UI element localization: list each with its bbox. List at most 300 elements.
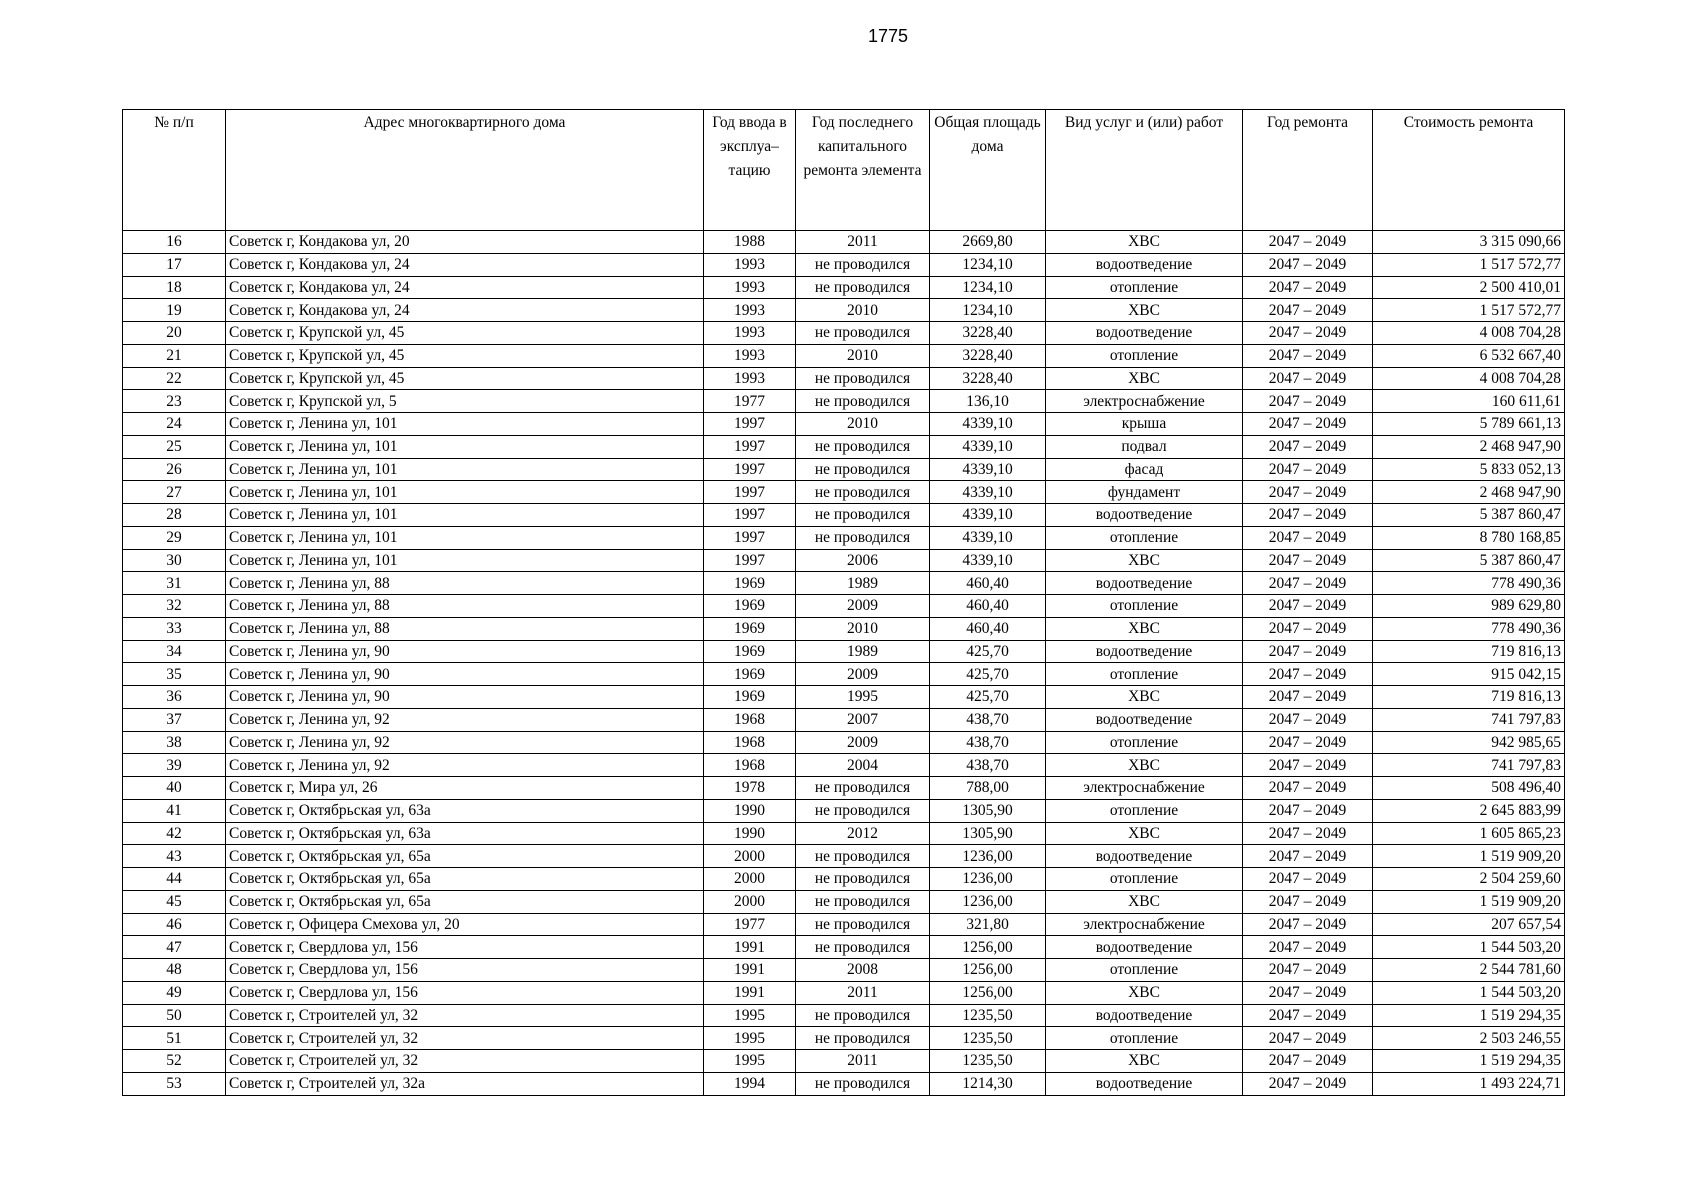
service-type-cell: водоотведение <box>1046 1072 1243 1095</box>
service-type-cell: электроснабжение <box>1046 777 1243 800</box>
repair-cost-cell: 5 387 860,47 <box>1373 504 1565 527</box>
year-commissioned-cell: 2000 <box>704 845 796 868</box>
repair-cost-cell: 4 008 704,28 <box>1373 322 1565 345</box>
total-area-cell: 4339,10 <box>930 413 1046 436</box>
address-cell: Советск г, Ленина ул, 101 <box>226 526 704 549</box>
row-number-cell: 50 <box>123 1004 226 1027</box>
service-type-cell: крыша <box>1046 413 1243 436</box>
last-repair-year-cell: 2004 <box>796 754 930 777</box>
row-number-cell: 30 <box>123 549 226 572</box>
last-repair-year-cell: 2011 <box>796 1050 930 1073</box>
total-area-cell: 4339,10 <box>930 481 1046 504</box>
last-repair-year-cell: 2009 <box>796 595 930 618</box>
last-repair-year-cell: не проводился <box>796 253 930 276</box>
total-area-cell: 1236,00 <box>930 868 1046 891</box>
total-area-cell: 3228,40 <box>930 344 1046 367</box>
table-row <box>123 868 1565 891</box>
table-row <box>123 572 1565 595</box>
last-repair-year-cell: 2012 <box>796 822 930 845</box>
repair-year-cell: 2047 – 2049 <box>1243 549 1373 572</box>
year-commissioned-cell: 1969 <box>704 686 796 709</box>
repair-year-cell: 2047 – 2049 <box>1243 458 1373 481</box>
repair-cost-cell: 942 985,65 <box>1373 731 1565 754</box>
address-cell: Советск г, Октябрьская ул, 65а <box>226 845 704 868</box>
table-row <box>123 640 1565 663</box>
table-row <box>123 913 1565 936</box>
row-number-cell: 45 <box>123 890 226 913</box>
service-type-cell: ХВС <box>1046 299 1243 322</box>
address-cell: Советск г, Ленина ул, 90 <box>226 640 704 663</box>
repair-cost-cell: 2 468 947,90 <box>1373 435 1565 458</box>
row-number-cell: 29 <box>123 526 226 549</box>
year-commissioned-cell: 1995 <box>704 1004 796 1027</box>
address-cell: Советск г, Строителей ул, 32а <box>226 1072 704 1095</box>
address-cell: Советск г, Ленина ул, 101 <box>226 458 704 481</box>
address-cell: Советск г, Ленина ул, 101 <box>226 504 704 527</box>
repair-cost-cell: 915 042,15 <box>1373 663 1565 686</box>
row-number-cell: 42 <box>123 822 226 845</box>
row-number-cell: 53 <box>123 1072 226 1095</box>
repair-year-cell: 2047 – 2049 <box>1243 276 1373 299</box>
repair-year-cell: 2047 – 2049 <box>1243 1004 1373 1027</box>
table-row <box>123 845 1565 868</box>
service-type-cell: отопление <box>1046 526 1243 549</box>
table-row <box>123 458 1565 481</box>
service-type-cell: отопление <box>1046 868 1243 891</box>
row-number-cell: 37 <box>123 708 226 731</box>
last-repair-year-cell: 2007 <box>796 708 930 731</box>
table-row <box>123 1027 1565 1050</box>
address-cell: Советск г, Мира ул, 26 <box>226 777 704 800</box>
repair-year-cell: 2047 – 2049 <box>1243 299 1373 322</box>
total-area-cell: 4339,10 <box>930 435 1046 458</box>
repair-cost-cell: 741 797,83 <box>1373 708 1565 731</box>
repair-cost-cell: 1 519 294,35 <box>1373 1050 1565 1073</box>
repair-year-cell: 2047 – 2049 <box>1243 663 1373 686</box>
repair-year-cell: 2047 – 2049 <box>1243 595 1373 618</box>
last-repair-year-cell: 2010 <box>796 344 930 367</box>
repair-year-cell: 2047 – 2049 <box>1243 845 1373 868</box>
total-area-cell: 1305,90 <box>930 799 1046 822</box>
repair-year-cell: 2047 – 2049 <box>1243 231 1373 254</box>
address-cell: Советск г, Ленина ул, 90 <box>226 663 704 686</box>
year-commissioned-cell: 2000 <box>704 890 796 913</box>
address-cell: Советск г, Октябрьская ул, 65а <box>226 890 704 913</box>
year-commissioned-cell: 1993 <box>704 299 796 322</box>
row-number-cell: 24 <box>123 413 226 436</box>
last-repair-year-cell: не проводился <box>796 913 930 936</box>
address-cell: Советск г, Крупской ул, 5 <box>226 390 704 413</box>
repair-cost-cell: 6 532 667,40 <box>1373 344 1565 367</box>
row-number-cell: 51 <box>123 1027 226 1050</box>
repair-year-cell: 2047 – 2049 <box>1243 913 1373 936</box>
total-area-cell: 1256,00 <box>930 981 1046 1004</box>
repair-cost-cell: 1 544 503,20 <box>1373 981 1565 1004</box>
last-repair-year-cell: не проводился <box>796 1004 930 1027</box>
address-cell: Советск г, Ленина ул, 88 <box>226 572 704 595</box>
repair-year-cell: 2047 – 2049 <box>1243 344 1373 367</box>
service-type-cell: отопление <box>1046 731 1243 754</box>
repair-year-cell: 2047 – 2049 <box>1243 981 1373 1004</box>
row-number-cell: 47 <box>123 936 226 959</box>
total-area-cell: 1234,10 <box>930 299 1046 322</box>
total-area-cell: 4339,10 <box>930 458 1046 481</box>
row-number-cell: 34 <box>123 640 226 663</box>
repair-year-cell: 2047 – 2049 <box>1243 435 1373 458</box>
table-row <box>123 344 1565 367</box>
service-type-cell: водоотведение <box>1046 1004 1243 1027</box>
table-row <box>123 231 1565 254</box>
header-total-area: Общая площадь дома <box>930 110 1046 231</box>
year-commissioned-cell: 1968 <box>704 708 796 731</box>
row-number-cell: 44 <box>123 868 226 891</box>
year-commissioned-cell: 1968 <box>704 754 796 777</box>
row-number-cell: 16 <box>123 231 226 254</box>
year-commissioned-cell: 1993 <box>704 253 796 276</box>
header-repair-cost: Стоимость ремонта <box>1373 110 1565 231</box>
total-area-cell: 425,70 <box>930 686 1046 709</box>
header-repair-year: Год ремонта <box>1243 110 1373 231</box>
total-area-cell: 1235,50 <box>930 1004 1046 1027</box>
year-commissioned-cell: 1995 <box>704 1050 796 1073</box>
year-commissioned-cell: 1991 <box>704 936 796 959</box>
table-row <box>123 754 1565 777</box>
repair-cost-cell: 3 315 090,66 <box>1373 231 1565 254</box>
last-repair-year-cell: 2011 <box>796 981 930 1004</box>
header-number: № п/п <box>123 110 226 231</box>
year-commissioned-cell: 1993 <box>704 367 796 390</box>
table-row <box>123 390 1565 413</box>
repair-year-cell: 2047 – 2049 <box>1243 959 1373 982</box>
repair-year-cell: 2047 – 2049 <box>1243 322 1373 345</box>
repair-cost-cell: 207 657,54 <box>1373 913 1565 936</box>
service-type-cell: электроснабжение <box>1046 390 1243 413</box>
repair-cost-cell: 1 517 572,77 <box>1373 299 1565 322</box>
repair-year-cell: 2047 – 2049 <box>1243 890 1373 913</box>
total-area-cell: 425,70 <box>930 640 1046 663</box>
total-area-cell: 1236,00 <box>930 845 1046 868</box>
address-cell: Советск г, Строителей ул, 32 <box>226 1050 704 1073</box>
header-year-commissioned: Год ввода в эксплуа–тацию <box>704 110 796 231</box>
repair-year-cell: 2047 – 2049 <box>1243 1027 1373 1050</box>
address-cell: Советск г, Строителей ул, 32 <box>226 1004 704 1027</box>
service-type-cell: электроснабжение <box>1046 913 1243 936</box>
row-number-cell: 43 <box>123 845 226 868</box>
repair-year-cell: 2047 – 2049 <box>1243 686 1373 709</box>
table-row <box>123 1072 1565 1095</box>
address-cell: Советск г, Офицера Смехова ул, 20 <box>226 913 704 936</box>
total-area-cell: 1235,50 <box>930 1050 1046 1073</box>
repair-cost-cell: 4 008 704,28 <box>1373 367 1565 390</box>
last-repair-year-cell: не проводился <box>796 481 930 504</box>
total-area-cell: 3228,40 <box>930 367 1046 390</box>
last-repair-year-cell: 2009 <box>796 663 930 686</box>
address-cell: Советск г, Ленина ул, 101 <box>226 549 704 572</box>
year-commissioned-cell: 1969 <box>704 617 796 640</box>
table-row <box>123 299 1565 322</box>
table-row <box>123 777 1565 800</box>
service-type-cell: ХВС <box>1046 1050 1243 1073</box>
last-repair-year-cell: не проводился <box>796 435 930 458</box>
total-area-cell: 460,40 <box>930 572 1046 595</box>
table-row <box>123 686 1565 709</box>
repair-cost-cell: 2 468 947,90 <box>1373 481 1565 504</box>
repair-cost-cell: 778 490,36 <box>1373 572 1565 595</box>
service-type-cell: ХВС <box>1046 686 1243 709</box>
repair-cost-cell: 2 500 410,01 <box>1373 276 1565 299</box>
year-commissioned-cell: 1997 <box>704 481 796 504</box>
last-repair-year-cell: не проводился <box>796 504 930 527</box>
service-type-cell: подвал <box>1046 435 1243 458</box>
last-repair-year-cell: не проводился <box>796 390 930 413</box>
year-commissioned-cell: 1991 <box>704 959 796 982</box>
address-cell: Советск г, Кондакова ул, 24 <box>226 253 704 276</box>
row-number-cell: 52 <box>123 1050 226 1073</box>
last-repair-year-cell: не проводился <box>796 777 930 800</box>
table-row <box>123 936 1565 959</box>
repair-cost-cell: 8 780 168,85 <box>1373 526 1565 549</box>
repair-year-cell: 2047 – 2049 <box>1243 413 1373 436</box>
total-area-cell: 1234,10 <box>930 253 1046 276</box>
repair-cost-cell: 5 789 661,13 <box>1373 413 1565 436</box>
year-commissioned-cell: 1969 <box>704 663 796 686</box>
total-area-cell: 1235,50 <box>930 1027 1046 1050</box>
last-repair-year-cell: не проводился <box>796 367 930 390</box>
repair-year-cell: 2047 – 2049 <box>1243 754 1373 777</box>
repair-year-cell: 2047 – 2049 <box>1243 1072 1373 1095</box>
service-type-cell: водоотведение <box>1046 936 1243 959</box>
year-commissioned-cell: 1969 <box>704 595 796 618</box>
service-type-cell: ХВС <box>1046 822 1243 845</box>
repair-cost-cell: 5 387 860,47 <box>1373 549 1565 572</box>
year-commissioned-cell: 1993 <box>704 322 796 345</box>
repair-year-cell: 2047 – 2049 <box>1243 504 1373 527</box>
service-type-cell: водоотведение <box>1046 504 1243 527</box>
repair-year-cell: 2047 – 2049 <box>1243 640 1373 663</box>
address-cell: Советск г, Кондакова ул, 20 <box>226 231 704 254</box>
repair-year-cell: 2047 – 2049 <box>1243 367 1373 390</box>
repair-cost-cell: 508 496,40 <box>1373 777 1565 800</box>
service-type-cell: ХВС <box>1046 617 1243 640</box>
repair-year-cell: 2047 – 2049 <box>1243 822 1373 845</box>
table-row <box>123 1050 1565 1073</box>
service-type-cell: водоотведение <box>1046 845 1243 868</box>
last-repair-year-cell: не проводился <box>796 276 930 299</box>
repair-cost-cell: 1 493 224,71 <box>1373 1072 1565 1095</box>
year-commissioned-cell: 1997 <box>704 413 796 436</box>
table-row <box>123 822 1565 845</box>
last-repair-year-cell: не проводился <box>796 1072 930 1095</box>
service-type-cell: отопление <box>1046 663 1243 686</box>
row-number-cell: 49 <box>123 981 226 1004</box>
table-row <box>123 663 1565 686</box>
address-cell: Советск г, Октябрьская ул, 65а <box>226 868 704 891</box>
year-commissioned-cell: 1977 <box>704 390 796 413</box>
repair-cost-cell: 2 645 883,99 <box>1373 799 1565 822</box>
table-row <box>123 435 1565 458</box>
row-number-cell: 27 <box>123 481 226 504</box>
repair-cost-cell: 5 833 052,13 <box>1373 458 1565 481</box>
service-type-cell: фасад <box>1046 458 1243 481</box>
repair-cost-cell: 1 519 909,20 <box>1373 890 1565 913</box>
service-type-cell: отопление <box>1046 595 1243 618</box>
address-cell: Советск г, Свердлова ул, 156 <box>226 936 704 959</box>
repair-cost-cell: 2 504 259,60 <box>1373 868 1565 891</box>
year-commissioned-cell: 1997 <box>704 526 796 549</box>
total-area-cell: 788,00 <box>930 777 1046 800</box>
repair-cost-cell: 1 519 294,35 <box>1373 1004 1565 1027</box>
repair-year-cell: 2047 – 2049 <box>1243 390 1373 413</box>
service-type-cell: отопление <box>1046 1027 1243 1050</box>
year-commissioned-cell: 2000 <box>704 868 796 891</box>
total-area-cell: 438,70 <box>930 731 1046 754</box>
repair-cost-cell: 1 519 909,20 <box>1373 845 1565 868</box>
header-service-type: Вид услуг и (или) работ <box>1046 110 1243 231</box>
table-row <box>123 890 1565 913</box>
service-type-cell: ХВС <box>1046 981 1243 1004</box>
year-commissioned-cell: 1993 <box>704 276 796 299</box>
total-area-cell: 1256,00 <box>930 936 1046 959</box>
table-row <box>123 799 1565 822</box>
address-cell: Советск г, Крупской ул, 45 <box>226 367 704 390</box>
table-row <box>123 481 1565 504</box>
service-type-cell: отопление <box>1046 959 1243 982</box>
total-area-cell: 460,40 <box>930 617 1046 640</box>
row-number-cell: 39 <box>123 754 226 777</box>
repair-year-cell: 2047 – 2049 <box>1243 617 1373 640</box>
row-number-cell: 22 <box>123 367 226 390</box>
row-number-cell: 35 <box>123 663 226 686</box>
row-number-cell: 23 <box>123 390 226 413</box>
last-repair-year-cell: не проводился <box>796 322 930 345</box>
repair-cost-cell: 160 611,61 <box>1373 390 1565 413</box>
last-repair-year-cell: не проводился <box>796 1027 930 1050</box>
row-number-cell: 48 <box>123 959 226 982</box>
last-repair-year-cell: не проводился <box>796 890 930 913</box>
last-repair-year-cell: 1989 <box>796 572 930 595</box>
address-cell: Советск г, Ленина ул, 101 <box>226 435 704 458</box>
row-number-cell: 20 <box>123 322 226 345</box>
last-repair-year-cell: 2008 <box>796 959 930 982</box>
last-repair-year-cell: 1989 <box>796 640 930 663</box>
address-cell: Советск г, Кондакова ул, 24 <box>226 276 704 299</box>
repair-cost-cell: 719 816,13 <box>1373 686 1565 709</box>
table-row <box>123 322 1565 345</box>
year-commissioned-cell: 1968 <box>704 731 796 754</box>
service-type-cell: ХВС <box>1046 754 1243 777</box>
service-type-cell: водоотведение <box>1046 322 1243 345</box>
header-last-repair-year: Год последнего капитального ремонта элемента <box>796 110 930 231</box>
table-header-row <box>123 110 1565 231</box>
repair-year-cell: 2047 – 2049 <box>1243 777 1373 800</box>
service-type-cell: отопление <box>1046 276 1243 299</box>
total-area-cell: 425,70 <box>930 663 1046 686</box>
address-cell: Советск г, Ленина ул, 101 <box>226 413 704 436</box>
total-area-cell: 460,40 <box>930 595 1046 618</box>
repair-year-cell: 2047 – 2049 <box>1243 526 1373 549</box>
service-type-cell: отопление <box>1046 799 1243 822</box>
address-cell: Советск г, Ленина ул, 92 <box>226 708 704 731</box>
repair-cost-cell: 1 544 503,20 <box>1373 936 1565 959</box>
table-row <box>123 731 1565 754</box>
address-cell: Советск г, Октябрьская ул, 63а <box>226 822 704 845</box>
year-commissioned-cell: 1997 <box>704 458 796 481</box>
service-type-cell: отопление <box>1046 344 1243 367</box>
address-cell: Советск г, Ленина ул, 88 <box>226 595 704 618</box>
year-commissioned-cell: 1990 <box>704 799 796 822</box>
service-type-cell: водоотведение <box>1046 253 1243 276</box>
repair-cost-cell: 741 797,83 <box>1373 754 1565 777</box>
last-repair-year-cell: 2010 <box>796 413 930 436</box>
address-cell: Советск г, Строителей ул, 32 <box>226 1027 704 1050</box>
total-area-cell: 1236,00 <box>930 890 1046 913</box>
address-cell: Советск г, Крупской ул, 45 <box>226 322 704 345</box>
row-number-cell: 32 <box>123 595 226 618</box>
repair-cost-cell: 1 517 572,77 <box>1373 253 1565 276</box>
total-area-cell: 4339,10 <box>930 504 1046 527</box>
last-repair-year-cell: не проводился <box>796 845 930 868</box>
repair-year-cell: 2047 – 2049 <box>1243 868 1373 891</box>
row-number-cell: 40 <box>123 777 226 800</box>
total-area-cell: 1214,30 <box>930 1072 1046 1095</box>
row-number-cell: 46 <box>123 913 226 936</box>
table-body <box>123 231 1565 1096</box>
address-cell: Советск г, Кондакова ул, 24 <box>226 299 704 322</box>
year-commissioned-cell: 1978 <box>704 777 796 800</box>
total-area-cell: 321,80 <box>930 913 1046 936</box>
last-repair-year-cell: 2009 <box>796 731 930 754</box>
total-area-cell: 3228,40 <box>930 322 1046 345</box>
repair-year-cell: 2047 – 2049 <box>1243 708 1373 731</box>
service-type-cell: водоотведение <box>1046 572 1243 595</box>
total-area-cell: 4339,10 <box>930 526 1046 549</box>
service-type-cell: фундамент <box>1046 481 1243 504</box>
row-number-cell: 21 <box>123 344 226 367</box>
address-cell: Советск г, Ленина ул, 90 <box>226 686 704 709</box>
table-row <box>123 981 1565 1004</box>
service-type-cell: ХВС <box>1046 367 1243 390</box>
last-repair-year-cell: не проводился <box>796 458 930 481</box>
last-repair-year-cell: 2010 <box>796 299 930 322</box>
repair-year-cell: 2047 – 2049 <box>1243 481 1373 504</box>
table-row <box>123 617 1565 640</box>
table-row <box>123 1004 1565 1027</box>
repair-cost-cell: 989 629,80 <box>1373 595 1565 618</box>
last-repair-year-cell: не проводился <box>796 799 930 822</box>
row-number-cell: 36 <box>123 686 226 709</box>
year-commissioned-cell: 1990 <box>704 822 796 845</box>
row-number-cell: 19 <box>123 299 226 322</box>
total-area-cell: 2669,80 <box>930 231 1046 254</box>
page-number: 1775 <box>867 26 909 46</box>
address-cell: Советск г, Ленина ул, 92 <box>226 731 704 754</box>
last-repair-year-cell: 2006 <box>796 549 930 572</box>
year-commissioned-cell: 1995 <box>704 1027 796 1050</box>
address-cell: Советск г, Ленина ул, 92 <box>226 754 704 777</box>
last-repair-year-cell: не проводился <box>796 526 930 549</box>
year-commissioned-cell: 1988 <box>704 231 796 254</box>
address-cell: Советск г, Крупской ул, 45 <box>226 344 704 367</box>
repair-year-cell: 2047 – 2049 <box>1243 572 1373 595</box>
table-row <box>123 708 1565 731</box>
service-type-cell: ХВС <box>1046 231 1243 254</box>
year-commissioned-cell: 1969 <box>704 572 796 595</box>
row-number-cell: 28 <box>123 504 226 527</box>
row-number-cell: 33 <box>123 617 226 640</box>
total-area-cell: 438,70 <box>930 708 1046 731</box>
service-type-cell: водоотведение <box>1046 708 1243 731</box>
table-row <box>123 595 1565 618</box>
